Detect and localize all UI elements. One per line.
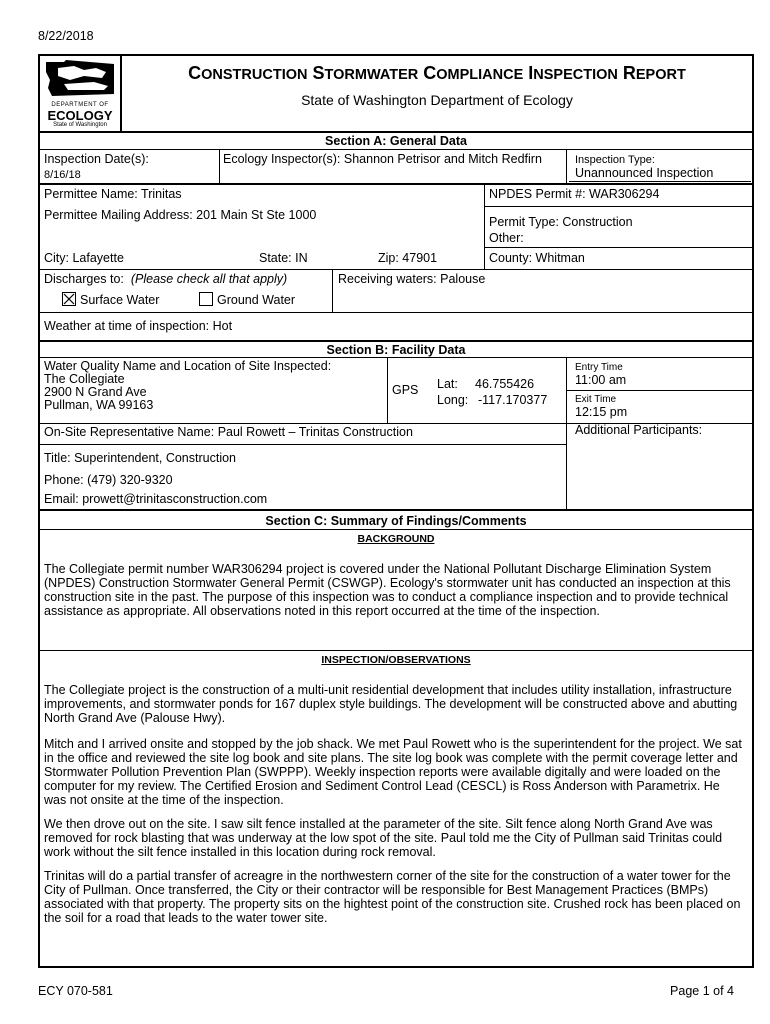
representative-email: Email: prowett@trinitasconstruction.com	[44, 492, 268, 506]
lat-value: 46.755426	[475, 377, 535, 391]
background-heading: BACKGROUND	[357, 533, 435, 545]
ground-water-checkbox[interactable]	[199, 292, 213, 306]
exit-time-value: 12:15 pm	[575, 405, 628, 419]
inspection-type-value: Unannounced Inspection	[575, 166, 714, 180]
discharges-label: Discharges to:	[44, 272, 124, 286]
entry-time-value: 11:00 am	[575, 373, 627, 387]
permittee-state: State: IN	[259, 251, 308, 265]
page-number: Page 1 of 4	[670, 984, 734, 998]
permit-other: Other:	[489, 231, 524, 245]
logo-line2: ECOLOGY	[47, 108, 113, 123]
ground-water-label: Ground Water	[217, 293, 296, 307]
inspection-dates-value: 8/16/18	[44, 169, 81, 181]
discharges-to	[44, 272, 287, 287]
weather: Weather at time of inspection: Hot	[44, 319, 233, 333]
logo-line3: State of Washington	[53, 122, 107, 128]
surface-water-checkbox[interactable]	[62, 292, 76, 306]
inspection-type-label: Inspection Type:	[575, 154, 655, 166]
permittee-mailing-address: Permittee Mailing Address: 201 Main St Ste 1000	[44, 208, 317, 222]
section-c-heading: Section C: Summary of Findings/Comments	[265, 514, 527, 528]
report-subtitle: State of Washington Department of Ecology	[301, 92, 573, 108]
lat-label: Lat:	[437, 377, 458, 391]
surface-water-option[interactable]	[62, 292, 159, 308]
site-address-2: Pullman, WA 99163	[44, 398, 154, 412]
observation-paragraph-4: Trinitas will do a partial transfer of acreagre in the northwestern corner of the site for the construction of a water tower for the City of Pullman. Once transferred, the City or their contractor will be responsible for Best Management Practices (BMPs) associated with that property. The property sits on the hightest point of the construction site. Crushed rock has been placed on the soil for a road that leads to the water tower site.	[44, 869, 741, 925]
ground-water-option[interactable]	[199, 292, 295, 308]
inspection-dates-label: Inspection Date(s):	[44, 152, 149, 166]
ecology-inspectors: Ecology Inspector(s): Shannon Petrisor and Mitch Redfirn	[223, 152, 542, 166]
permittee-city: City: Lafayette	[44, 251, 124, 265]
receiving-waters: Receiving waters: Palouse	[338, 272, 486, 286]
observations-heading: INSPECTION/OBSERVATIONS	[321, 654, 471, 666]
site-address-1: 2900 N Grand Ave	[44, 385, 147, 399]
form-number: ECY 070-581	[38, 984, 113, 998]
observation-paragraph-2: Mitch and I arrived onsite and stopped by the job shack. We met Paul Rowett who is the superintendent for the project. We sat in the office and reviewed the site log book and site plans. The site log book was complete with the permit coverage letter and Stormwater Pollution Prevention Plan (SWPPP). Weekly inspection reports were available digitally and were loaded on the computer for my review. The Certified Erosion and Sediment Control Lead (CESCL) is Ross Anderson with Parametrix. He was not onsite at the time of the inspection.	[44, 737, 742, 807]
observation-paragraph-3: We then drove out on the site. I saw silt fence installed at the parameter of the site. Silt fence along North Grand Ave was removed for rock blasting that was underway at the low spot of the site. Paul told me the City of Pullman said Trinitas could work without the silt fence installed in this location during rock removal.	[44, 817, 723, 859]
additional-participants: Additional Participants:	[575, 423, 703, 437]
permittee-zip: Zip: 47901	[378, 251, 438, 265]
surface-water-label: Surface Water	[80, 293, 160, 307]
county: County: Whitman	[489, 251, 585, 265]
section-a-heading: Section A: General Data	[325, 134, 467, 148]
ecology-logo	[44, 58, 116, 130]
site-label: Water Quality Name and Location of Site Inspected:	[44, 359, 332, 373]
npdes-permit: NPDES Permit #: WAR306294	[489, 187, 660, 201]
gps-label: GPS	[392, 383, 419, 397]
representative-phone: Phone: (479) 320-9320	[44, 473, 173, 487]
report-title: CONSTRUCTION STORMWATER COMPLIANCE INSPECTION REPORT	[188, 63, 686, 83]
background-paragraph: The Collegiate permit number WAR306294 project is covered under the National Pollutant Discharge Elimination System (NPDES) Construction Stormwater General Permit (CSWGP). Ecology's stormwater unit has conducted an inspection at this construction site in the past. The purpose of this inspection was to conduct a compliance inspection and to provide technical assistance as appropriate. All observations noted in this report occurred at the time of the inspection.	[44, 562, 731, 618]
permit-type: Permit Type: Construction	[489, 215, 633, 229]
long-value: -117.170377	[478, 393, 548, 407]
long-label: Long:	[437, 393, 469, 407]
observation-paragraph-1: The Collegiate project is the construction of a multi-unit residential development that includes utility installation, infrastructure improvements, and stormwater ponds for 167 duplex style buildings. The development will be constructed above and abutting North Grand Ave (Palouse Hwy).	[44, 683, 738, 725]
representative-title: Title: Superintendent, Construction	[44, 451, 237, 465]
onsite-representative: On-Site Representative Name: Paul Rowett – Trinitas Construction	[44, 425, 413, 439]
site-name: The Collegiate	[44, 372, 125, 386]
entry-time-label: Entry Time	[575, 362, 623, 373]
checkmark-x-icon	[63, 293, 75, 305]
section-b-heading: Section B: Facility Data	[326, 343, 466, 357]
logo-line1: DEPARTMENT OF	[51, 102, 109, 108]
permittee-name: Permittee Name: Trinitas	[44, 187, 182, 201]
exit-time-label: Exit Time	[575, 394, 617, 405]
date-stamp: 8/22/2018	[38, 29, 94, 43]
discharges-note: (Please check all that apply)	[130, 272, 288, 286]
washington-map-icon	[44, 58, 116, 100]
